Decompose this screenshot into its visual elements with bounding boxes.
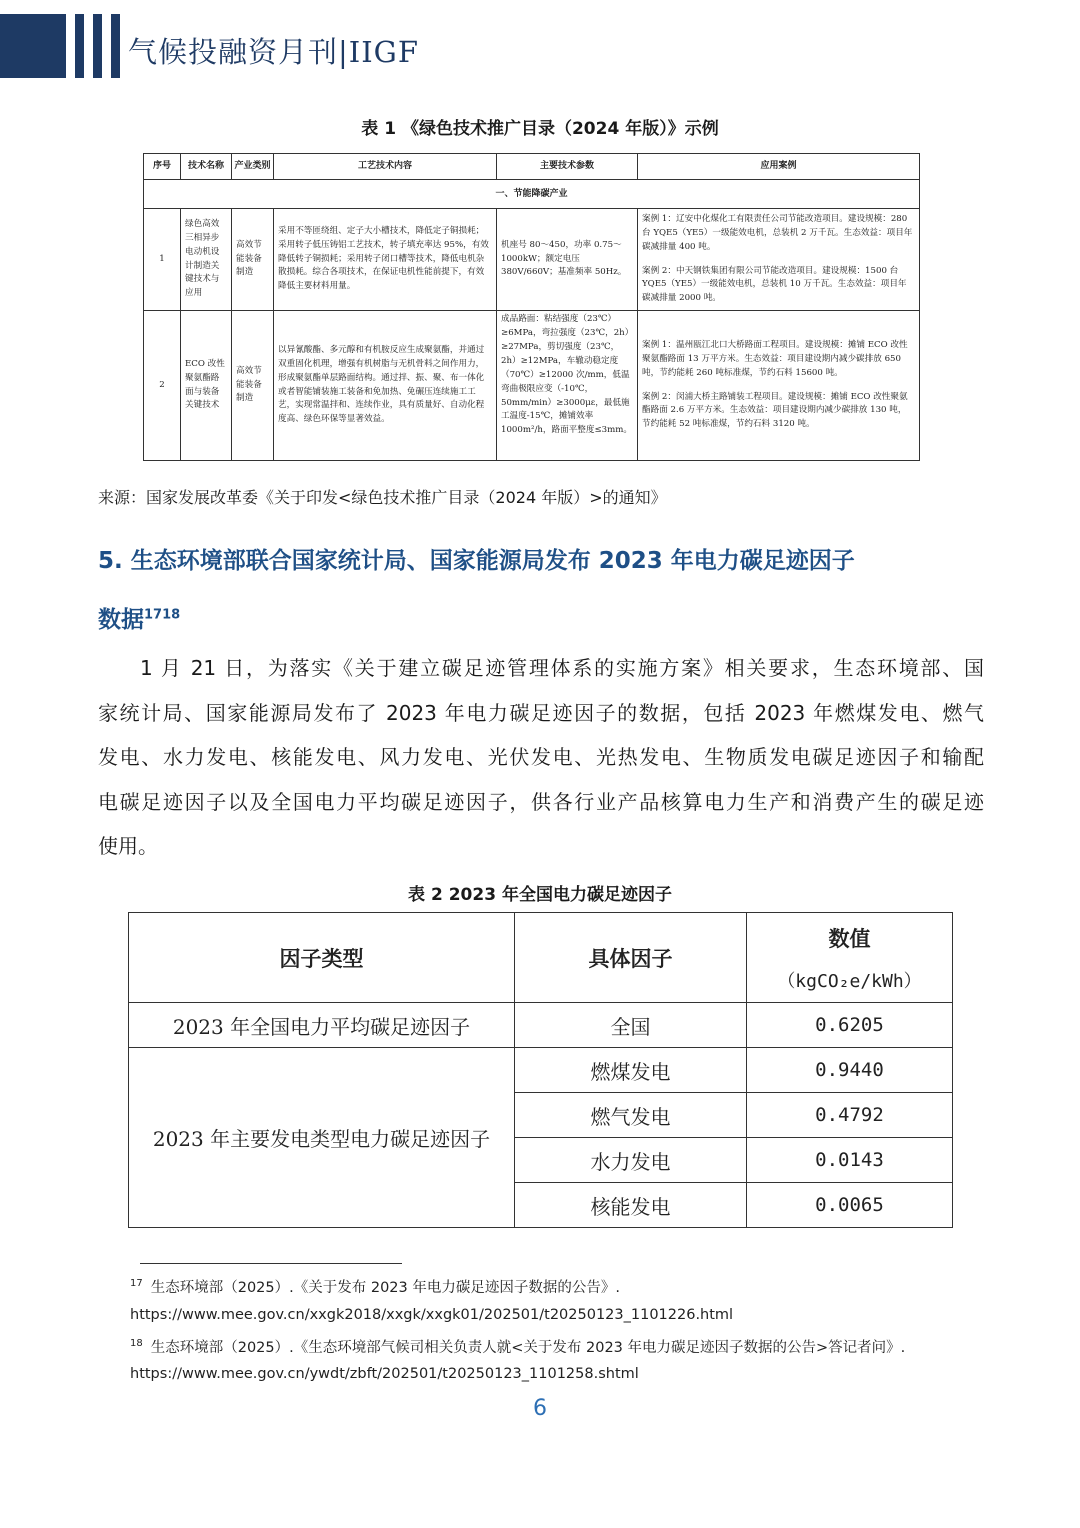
table1-cell-content: 采用不等匝绕组、定子大小槽技术，降低定子铜损耗；采用转子低压铸铝工艺技术，转子填充率达 95%，有效降低转子铜损耗；采用转子闭口槽等技术，降低电机杂散损耗。综合各项技术，在保证电机性能前提下，有效降低主要材料用量。 [274,209,497,311]
table1-cell-no: 2 [144,311,181,461]
table2-header-factor: 具体因子 [515,913,747,1003]
table1-section-row [144,180,920,209]
table1-cell-name: ECO 改性聚氨酯路面与装备关键技术 [181,311,232,461]
table1-header-cell: 序号 [144,154,181,180]
table1-cell-no: 1 [144,209,181,311]
table1 [143,153,920,461]
header-bar-thin [111,14,120,78]
table2-cell-factor: 全国 [515,1003,747,1048]
table-row [144,209,920,311]
table-row [144,311,920,461]
table-row [129,1003,953,1048]
header-bar-wide [0,14,66,78]
footnote-18-url[interactable]: https://www.mee.gov.cn/ywdt/zbft/202501/t20250123_1101258.shtml [130,1366,639,1382]
table2-cell-type: 2023 年主要发电类型电力碳足迹因子 [129,1048,515,1228]
footnote-divider [140,1263,402,1264]
footnote-text: 生态环境部（2025）.《生态环境部气候司相关负责人就<关于发布 2023 年电力碳足迹因子数据的公告>答记者问》. [150,1340,906,1356]
footnote-17-url[interactable]: https://www.mee.gov.cn/xxgk2018/xxgk/xxgk01/202501/t20250123_1101226.html [130,1307,734,1323]
table2-header-value [747,913,953,1003]
table1-caption: 表 1 《绿色技术推广目录（2024 年版）》示例 [361,119,719,139]
header-bar-thin [93,14,102,78]
section-heading-cont [98,601,988,634]
table2-header-unit: （kgCO₂e/kWh） [777,970,922,992]
table1-case: 案例 1：温州瓯江北口大桥路面工程项目。建设规模：摊铺 ECO 改性聚氨酯路面 13 万平方米。生态效益：项目建设期内减少碳排放 650 吨，节约能耗 260 吨标准煤，节约石料 15600 吨。 [642,339,908,378]
body-paragraph [98,646,984,869]
table1-cell-category: 高效节能装备制造 [232,209,274,311]
table1-cell-content: 以异氰酸酯、多元醇和有机胺反应生成聚氨酯，并通过双重固化机理，增强有机树脂与无机骨料之间作用力，形成聚氨酯单层路面结构。通过拌、振、聚、布一体化或者智能铺装施工装备和免加热、免碾压连续施工工艺，实现常温拌和、连续作业，具有质量好、自动化程度高、绿色环保等显著效益。 [274,311,497,461]
table2-cell-value: 0.6205 [747,1003,953,1048]
footnote-text: 生态环境部（2025）.《关于发布 2023 年电力碳足迹因子数据的公告》. [150,1280,620,1296]
header-title: 气候投融资月刊|IIGF [128,35,419,69]
table1-header-cell: 技术名称 [181,154,232,180]
table2-caption: 表 2 2023 年全国电力碳足迹因子 [408,885,672,905]
table1-header-cell: 产业类别 [232,154,274,180]
table2-cell-factor: 燃气发电 [515,1093,747,1138]
footnote-17 [130,1276,620,1297]
table1-header-cell: 工艺技术内容 [274,154,497,180]
paragraph-line: 1 月 21 日，为落实《关于建立碳足迹管理体系的实施方案》相关要求，生态环境部、国 [140,656,984,680]
table2-cell-factor: 燃煤发电 [515,1048,747,1093]
table2-cell-type: 2023 年全国电力平均碳足迹因子 [129,1003,515,1048]
table2-cell-factor: 核能发电 [515,1183,747,1228]
table1-cell-cases [638,311,920,461]
table1-cell-name: 绿色高效三相异步电动机设计制造关键技术与应用 [181,209,232,311]
table2-header-value-title: 数值 [828,926,871,951]
table1-header-row [144,154,920,180]
paragraph-line: 发电、水力发电、核能发电、风力发电、光伏发电、光热发电、生物质发电碳足迹因子和输配 [98,745,984,769]
table1-cell-category: 高效节能装备制造 [232,311,274,461]
table1-cell-params: 成品路面：粘结强度（23℃）≥6MPa，弯拉强度（23℃，2h）≥27MPa，剪切强度（23℃，2h）≥12MPa，车辙动稳定度（70℃）≥12000 次/mm，低温弯曲极限应变（-10℃，50mm/min）≥3000με，最低施工温度-15℃，摊铺效率 1000m²/h，路面平整度≤3mm。 [497,311,638,461]
footnote-18 [130,1336,905,1357]
paragraph-line: 电碳足迹因子以及全国电力平均碳足迹因子，供各行业产品核算电力生产和消费产生的碳足迹 [98,789,984,814]
table2-cell-value: 0.9440 [747,1048,953,1093]
header-logo-bars [0,14,129,78]
table2-cell-factor: 水力发电 [515,1138,747,1183]
table1-cell-params: 机座号 80～450，功率 0.75～1000kW；额定电压 380V/660V；基准频率 50Hz。 [497,209,638,311]
header-bar-thin [75,14,84,78]
table2-cell-value: 0.0065 [747,1183,953,1228]
page-number: 6 [533,1396,547,1421]
table2 [128,912,953,1228]
section-heading-line1: 5. 生态环境部联合国家统计局、国家能源局发布 2023 年电力碳足迹因子 [98,548,855,574]
footnote-ref: 1718 [144,607,181,623]
table2-header-type: 因子类型 [129,913,515,1003]
table1-case: 案例 1：辽安中化煤化工有限责任公司节能改造项目。建设规模：280 台 YQE5（YE5）一级能效电机，总装机 2 万千瓦。生态效益：项目年碳减排量 400 吨。 [642,213,913,252]
table1-header-cell: 主要技术参数 [497,154,638,180]
table1-section-label: 一、节能降碳产业 [144,180,920,209]
table2-cell-value: 0.4792 [747,1093,953,1138]
table-row [129,1048,953,1093]
footnote-number: 17 [130,1278,143,1290]
footnote-number: 18 [130,1338,143,1350]
paragraph-line: 家统计局、国家能源局发布了 2023 年电力碳足迹因子的数据，包括 2023 年燃煤发电、燃气 [98,700,984,725]
table1-source: 来源：国家发展改革委《关于印发<绿色技术推广目录（2024 年版）>的通知》 [98,488,667,507]
table2-header-row [129,913,953,1003]
table1-case: 案例 2：中天钢铁集团有限公司节能改造项目。建设规模：1500 台 YQE5（YE5）一级能效电机，总装机 10 万千瓦。生态效益：项目年碳减排量 2000 吨。 [642,265,907,304]
paragraph-line: 使用。 [98,834,158,858]
section-heading [98,542,988,575]
table1-cell-cases [638,209,920,311]
table1-case: 案例 2：闵浦大桥主路铺装工程项目。建设规模：摊铺 ECO 改性聚氨酯路面 2.6 万平方米。生态效益：项目建设期内减少碳排放 130 吨，节约能耗 52 吨标准煤，节约石料 3120 吨。 [642,391,908,430]
section-heading-line2: 数据 [98,607,144,633]
table1-header-cell: 应用案例 [638,154,920,180]
table2-cell-value: 0.0143 [747,1138,953,1183]
